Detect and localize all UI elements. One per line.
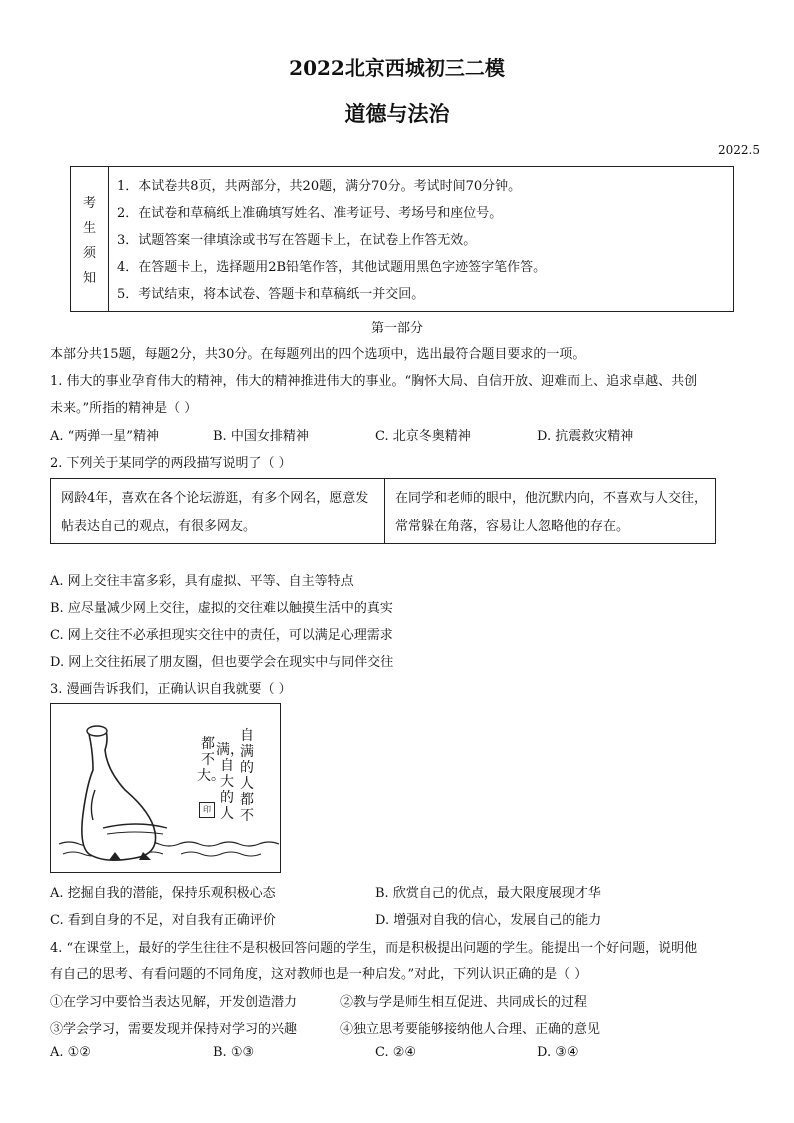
notice-item: 2．在试卷和草稿纸上准确填写姓名、准考证号、考场号和座位号。 xyxy=(117,206,503,221)
question-1-option-b: B. 中国女排精神 xyxy=(213,429,309,444)
notice-heading-char: 须 xyxy=(82,246,96,261)
exam-title: 2022北京西城初三二模 xyxy=(289,56,505,80)
question-2-option-d: D. 网上交往拓展了朋友圈，但也要学会在现实中与同伴交往 xyxy=(50,655,394,670)
notice-item: 5．考试结束，将本试卷、答题卡和草稿纸一并交回。 xyxy=(117,287,425,302)
question-1-option-a: A. “两弹一星”精神 xyxy=(50,429,159,444)
question-4-option-d: D. ③④ xyxy=(537,1045,579,1060)
question-4-statement-3: ③学会学习，需要发现并保持对学习的兴趣 xyxy=(50,1022,298,1037)
notice-items xyxy=(117,173,546,308)
question-1-option-d: D. 抗震救灾精神 xyxy=(537,429,634,444)
question-2-cell-offline: 在同学和老师的眼中，他沉默内向，不喜欢与人交往，常常躲在角落，容易让人忽略他的存在。 xyxy=(395,491,708,534)
notice-heading xyxy=(71,167,109,311)
cartoon-caption-col1: 自满的人都不 xyxy=(240,728,254,824)
artist-seal-icon: 印 xyxy=(199,802,215,818)
question-1-option-c: C. 北京冬奥精神 xyxy=(375,429,471,444)
question-2-stem: 2. 下列关于某同学的两段描写说明了（ ） xyxy=(50,456,292,471)
question-1-stem: 1. 伟大的事业孕育伟大的精神，伟大的精神推进伟大的事业。“胸怀大局、自信开放、迎难而上、追求卓越、共创 xyxy=(50,374,698,389)
question-4-option-a: A. ①② xyxy=(50,1045,91,1060)
question-3-option-c: C. 看到自身的不足，对自我有正确评价 xyxy=(50,913,276,928)
notice-heading-char: 生 xyxy=(82,221,96,236)
question-4-option-b: B. ①③ xyxy=(213,1045,255,1060)
part-heading: 第一部分 xyxy=(370,321,423,336)
question-2-cell-online: 网龄4年，喜欢在各个论坛游逛，有多个网名，愿意发帖表达自己的观点，有很多网友。 xyxy=(51,479,385,543)
question-2-option-b: B. 应尽量减少网上交往，虚拟的交往难以触摸生活中的真实 xyxy=(50,601,393,616)
notice-item: 1．本试卷共8页，共两部分，共20题，满分70分。考试时间70分钟。 xyxy=(117,179,522,194)
question-3-option-d: D. 增强对自我的信心，发展自己的能力 xyxy=(375,913,602,928)
question-1-stem-cont: 未来。”所指的精神是（ ） xyxy=(50,401,198,416)
question-4-statement-1: ①在学习中要恰当表达见解，开发创造潜力 xyxy=(50,995,298,1010)
part-intro: 本部分共15题，每题2分，共30分。在每题列出的四个选项中，选出最符合题目要求的一项。 xyxy=(50,347,586,362)
question-2-option-a: A. 网上交往丰富多彩，具有虚拟、平等、自主等特点 xyxy=(50,574,354,589)
notice-item: 3．试题答案一律填涂或书写在答题卡上，在试卷上作答无效。 xyxy=(117,233,477,248)
question-4-stem: 4. “在课堂上，最好的学生往往不是积极回答问题的学生，而是积极提出问题的学生。能提出一个好问题，说明他 xyxy=(50,941,698,956)
question-2-option-c: C. 网上交往不必承担现实交往中的责任，可以满足心理需求 xyxy=(50,628,393,643)
cartoon-caption-col3: 都不大。 xyxy=(197,736,225,784)
question-3-stem: 3. 漫画告诉我们，正确认识自我就要（ ） xyxy=(50,682,292,697)
notice-heading-char: 考 xyxy=(82,196,96,211)
question-2-table xyxy=(50,478,716,544)
notice-item: 4．在答题卡上，选择题用2B铅笔作答，其他试题用黑色字迹签字笔作答。 xyxy=(117,260,547,275)
question-4-statement-4: ④独立思考要能够接纳他人合理、正确的意见 xyxy=(340,1022,601,1037)
cartoon-image xyxy=(50,703,281,873)
question-4-option-c: C. ②④ xyxy=(375,1045,417,1060)
exam-date: 2022.5 xyxy=(718,143,760,157)
exam-notice-box xyxy=(70,166,734,312)
subject-title: 道德与法治 xyxy=(344,101,450,126)
question-3-option-b: B. 欣赏自己的优点，最大限度展现才华 xyxy=(375,886,601,901)
question-3-option-a: A. 挖掘自我的潜能，保持乐观积极心态 xyxy=(50,886,276,901)
notice-heading-char: 知 xyxy=(82,271,96,286)
question-4-stem-cont: 有自己的思考、有看问题的不同角度，这对教师也是一种启发。”对此，下列认识正确的是（ ） xyxy=(50,967,588,982)
question-4-statement-2: ②教与学是师生相互促进、共同成长的过程 xyxy=(340,995,588,1010)
cartoon-caption-col2: 满，自大的人 xyxy=(216,742,244,822)
